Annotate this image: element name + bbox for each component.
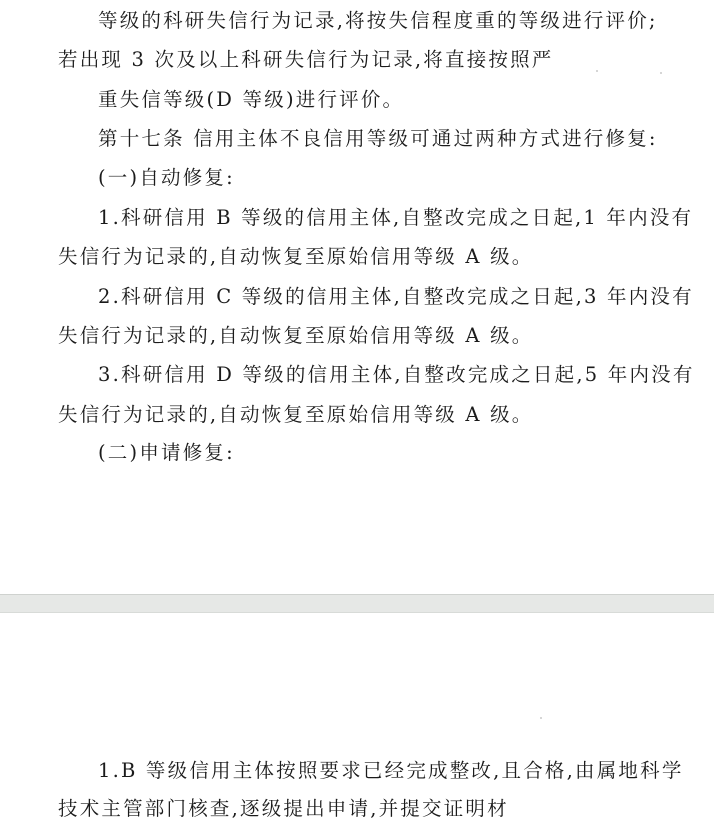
section-heading: (二)申请修复: [98,441,235,464]
paragraph-line: 重失信等级(D 等级)进行评价。 [98,88,405,111]
list-item-line: 1.B 等级信用主体按照要求已经完成整改,且合格,由属地科学 [98,759,684,782]
list-item-line: 失信行为记录的,自动恢复至原始信用等级 A 级。 [58,403,534,426]
list-item-line: 3.科研信用 D 等级的信用主体,自整改完成之日起,5 年内没有 [98,363,695,386]
list-item-line: 1.科研信用 B 等级的信用主体,自整改完成之日起,1 年内没有 [98,206,694,229]
article-heading-line: 第十七条 信用主体不良信用等级可通过两种方式进行修复: [98,127,658,150]
section-heading: (一)自动修复: [98,166,235,189]
list-item-line: 失信行为记录的,自动恢复至原始信用等级 A 级。 [58,324,534,347]
scan-speck [540,717,542,719]
scan-speck [660,72,662,74]
scan-speck [596,70,598,72]
page-separator [0,594,714,613]
paragraph-line: 等级的科研失信行为记录,将按失信程度重的等级进行评价; [98,9,658,32]
paragraph-line: 若出现 3 次及以上科研失信行为记录,将直接按照严 [58,48,554,71]
list-item-line: 2.科研信用 C 等级的信用主体,自整改完成之日起,3 年内没有 [98,285,694,308]
list-item-line: 失信行为记录的,自动恢复至原始信用等级 A 级。 [58,245,534,268]
document-page-2 [0,613,714,829]
list-item-line: 技术主管部门核查,逐级提出申请,并提交证明材 [58,797,509,820]
